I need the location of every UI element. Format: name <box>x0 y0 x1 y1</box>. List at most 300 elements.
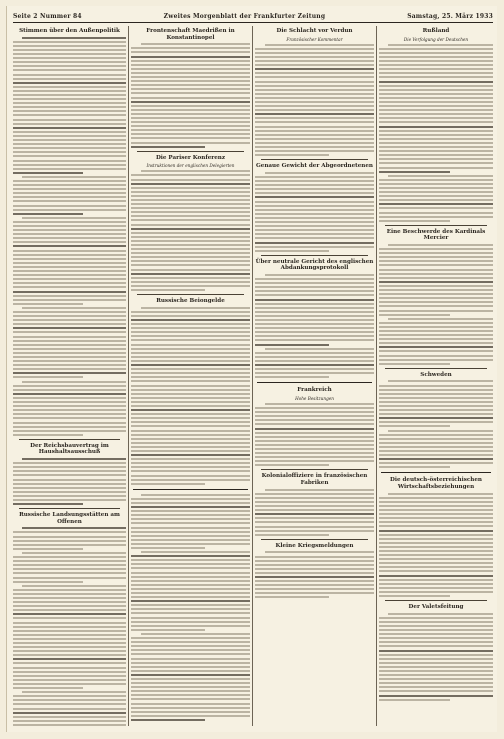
text-line <box>13 483 126 485</box>
text-line <box>379 334 493 336</box>
text-line <box>255 356 374 358</box>
text-line <box>131 694 250 696</box>
text-line <box>379 76 493 78</box>
text-line <box>265 551 374 553</box>
text-line <box>13 667 126 669</box>
text-line <box>13 282 126 284</box>
text-line <box>379 89 493 91</box>
text-line <box>13 164 126 166</box>
text-line <box>13 626 126 628</box>
text-line <box>131 662 250 664</box>
text-line <box>255 142 374 144</box>
text-line <box>131 203 250 205</box>
text-line <box>379 130 493 132</box>
text-line <box>13 560 126 562</box>
text-line <box>13 609 126 611</box>
text-line <box>131 56 250 58</box>
text-line <box>13 536 126 538</box>
text-line <box>131 446 250 448</box>
text-line <box>131 438 250 440</box>
text-line <box>131 277 250 279</box>
text-line <box>379 670 493 672</box>
text-line <box>379 171 450 173</box>
article-divider <box>385 368 487 369</box>
article-divider <box>385 225 487 226</box>
text-line <box>379 690 493 692</box>
text-line <box>379 633 493 635</box>
text-line <box>255 311 374 313</box>
text-line <box>379 446 493 448</box>
text-line <box>13 417 126 419</box>
text-line <box>379 183 493 185</box>
paragraph <box>13 458 126 505</box>
text-line <box>255 432 374 434</box>
text-line <box>255 460 374 462</box>
text-line <box>13 426 126 428</box>
text-line <box>131 666 250 668</box>
text-line <box>131 344 250 346</box>
text-line <box>379 289 493 291</box>
text-line <box>131 539 250 541</box>
text-line <box>13 422 126 424</box>
text-line <box>255 436 374 438</box>
text-line <box>255 113 374 115</box>
text-line <box>255 121 374 123</box>
text-line <box>255 294 374 296</box>
text-line <box>131 678 250 680</box>
text-line <box>13 151 126 153</box>
text-line <box>388 44 493 46</box>
text-line <box>379 64 493 66</box>
text-line <box>379 154 493 156</box>
text-line <box>13 69 126 71</box>
text-line <box>255 364 374 366</box>
text-line <box>379 517 493 519</box>
text-line <box>13 642 126 644</box>
text-line <box>379 466 450 468</box>
text-line <box>13 393 126 395</box>
text-line <box>379 48 493 50</box>
text-line <box>379 199 493 201</box>
text-line <box>13 110 126 112</box>
text-line <box>131 323 250 325</box>
text-line <box>22 307 126 309</box>
text-line <box>255 64 374 66</box>
text-line <box>255 221 374 223</box>
text-line <box>379 305 493 307</box>
text-line <box>13 225 126 227</box>
text-line <box>13 352 126 354</box>
text-line <box>255 76 374 78</box>
text-line <box>131 470 250 472</box>
text-line <box>379 497 493 499</box>
text-line <box>379 538 493 540</box>
text-line <box>131 563 250 565</box>
text-line <box>379 575 493 577</box>
text-line <box>131 658 250 660</box>
text-line <box>13 601 126 603</box>
text-line <box>13 434 83 436</box>
text-line <box>379 142 493 144</box>
text-line <box>131 339 250 341</box>
article-divider <box>137 151 244 152</box>
text-line <box>131 248 250 250</box>
text-line <box>379 363 450 365</box>
text-line <box>379 126 493 128</box>
text-line <box>131 612 250 614</box>
text-line <box>379 438 493 440</box>
text-line <box>379 264 493 266</box>
article-subhead: Die Verfolgung der Deutschen <box>403 36 469 42</box>
paragraph <box>379 44 493 173</box>
text-line <box>131 179 250 181</box>
article-divider <box>137 294 244 295</box>
text-line <box>131 129 250 131</box>
paragraph <box>131 170 250 291</box>
text-line <box>131 421 250 423</box>
text-line <box>379 534 493 536</box>
text-line <box>13 274 126 276</box>
text-line <box>13 572 126 574</box>
text-line <box>13 229 126 231</box>
text-line <box>255 464 329 466</box>
text-line <box>379 587 493 589</box>
text-line <box>379 682 493 684</box>
text-line <box>255 196 374 198</box>
text-line <box>379 346 493 348</box>
text-line <box>13 291 126 293</box>
text-line <box>255 560 374 562</box>
text-line <box>255 290 374 292</box>
text-line <box>379 501 493 503</box>
paragraph <box>255 403 374 466</box>
text-line <box>13 654 126 656</box>
text-line <box>379 417 493 419</box>
text-line <box>131 442 250 444</box>
text-line <box>13 577 126 579</box>
text-line <box>131 51 250 53</box>
text-line <box>255 368 374 370</box>
text-line <box>141 633 250 635</box>
text-line <box>255 509 374 511</box>
text-line <box>13 679 126 681</box>
text-line <box>255 576 374 578</box>
text-line <box>255 344 329 346</box>
text-line <box>379 113 493 115</box>
text-line <box>379 625 493 627</box>
text-line <box>255 209 374 211</box>
paragraph <box>379 430 493 469</box>
text-line <box>13 658 126 660</box>
text-line <box>131 47 250 49</box>
text-line <box>255 205 374 207</box>
text-line <box>13 188 126 190</box>
text-line <box>141 170 250 172</box>
text-line <box>255 72 374 74</box>
text-line <box>131 707 250 709</box>
text-line <box>379 248 493 250</box>
text-line <box>131 76 250 78</box>
text-line <box>13 205 126 207</box>
article-headline: Der Valetsfeitung <box>408 604 464 610</box>
text-line <box>131 719 205 721</box>
text-line <box>13 192 126 194</box>
text-line <box>131 273 250 275</box>
text-line <box>131 125 250 127</box>
text-line <box>131 187 250 189</box>
text-line <box>131 256 250 258</box>
text-line <box>379 595 450 597</box>
text-line <box>255 315 374 317</box>
text-line <box>379 187 493 189</box>
text-line <box>13 376 83 378</box>
text-line <box>13 41 126 43</box>
text-line <box>22 691 126 693</box>
text-line <box>13 687 83 689</box>
text-line <box>255 85 374 87</box>
text-line <box>13 491 126 493</box>
article-divider <box>19 439 120 440</box>
text-line <box>255 352 374 354</box>
text-line <box>379 695 493 697</box>
text-line <box>131 281 250 283</box>
text-line <box>379 558 493 560</box>
text-line <box>379 505 493 507</box>
header-date: Samstag, 25. März 1933 <box>407 12 493 20</box>
text-line <box>265 348 374 350</box>
text-line <box>379 458 493 460</box>
text-line <box>13 94 126 96</box>
text-line <box>255 286 374 288</box>
text-line <box>131 559 250 561</box>
text-line <box>131 649 250 651</box>
text-line <box>131 385 250 387</box>
text-line <box>379 409 493 411</box>
paragraph <box>13 217 126 305</box>
text-line <box>255 568 374 570</box>
text-line <box>13 245 126 247</box>
text-line <box>13 61 126 63</box>
text-line <box>13 389 126 391</box>
text-line <box>131 327 250 329</box>
text-line <box>131 434 250 436</box>
text-line <box>255 217 374 219</box>
text-line <box>255 150 374 152</box>
text-line <box>131 101 250 103</box>
text-line <box>13 114 126 116</box>
text-line <box>13 720 126 722</box>
text-line <box>13 200 126 202</box>
text-line <box>131 576 250 578</box>
text-line <box>379 546 493 548</box>
paragraph <box>255 44 374 157</box>
text-line <box>255 530 374 532</box>
text-line <box>379 434 493 436</box>
text-line <box>255 564 374 566</box>
text-line <box>379 342 493 344</box>
text-line <box>379 421 493 423</box>
paragraph <box>379 380 493 427</box>
text-line <box>13 311 126 313</box>
text-line <box>13 327 126 329</box>
text-line <box>131 211 250 213</box>
text-line <box>13 495 126 497</box>
text-line <box>131 364 250 366</box>
text-line <box>13 250 126 252</box>
text-line <box>131 92 250 94</box>
text-line <box>13 57 126 59</box>
text-line <box>379 285 493 287</box>
text-line <box>255 501 374 503</box>
text-line <box>131 450 250 452</box>
text-line <box>131 483 205 485</box>
text-line <box>131 535 250 537</box>
text-line <box>379 146 493 148</box>
text-line <box>379 85 493 87</box>
text-line <box>379 293 493 295</box>
text-line <box>255 415 374 417</box>
text-line <box>255 138 374 140</box>
text-line <box>131 617 250 619</box>
text-line <box>13 466 126 468</box>
text-line <box>131 686 250 688</box>
text-line <box>131 319 250 321</box>
text-line <box>141 43 250 45</box>
text-line <box>255 423 374 425</box>
text-line <box>379 530 493 532</box>
text-line <box>13 385 126 387</box>
text-line <box>131 547 205 549</box>
text-line <box>13 556 126 558</box>
paragraph <box>379 175 493 222</box>
article-headline: Rußland <box>422 28 450 34</box>
text-line <box>379 297 493 299</box>
text-line <box>13 360 126 362</box>
text-line <box>131 572 250 574</box>
text-line <box>255 68 374 70</box>
text-line <box>13 266 126 268</box>
text-line <box>379 662 493 664</box>
text-line <box>13 646 126 648</box>
text-line <box>13 331 126 333</box>
text-line <box>379 674 493 676</box>
text-line <box>131 389 250 391</box>
paragraph <box>255 489 374 536</box>
text-line <box>13 155 126 157</box>
text-line <box>13 160 126 162</box>
paragraph <box>13 381 126 436</box>
text-line <box>255 242 374 244</box>
text-line <box>255 584 374 586</box>
text-line <box>379 579 493 581</box>
text-line <box>131 715 250 717</box>
paragraph <box>131 43 250 147</box>
text-line <box>255 201 374 203</box>
text-line <box>13 119 126 121</box>
text-line <box>13 82 126 84</box>
article-headline: Russische Beiongelde <box>156 298 225 305</box>
text-line <box>379 385 493 387</box>
text-line <box>13 372 126 374</box>
text-line <box>131 174 250 176</box>
text-line <box>379 650 493 652</box>
text-line <box>131 653 250 655</box>
text-line <box>131 228 250 230</box>
article-divider <box>257 382 372 383</box>
column-2 <box>129 26 253 726</box>
text-line <box>131 682 250 684</box>
text-line <box>265 44 374 46</box>
text-line <box>13 295 126 297</box>
text-line <box>131 600 250 602</box>
text-line <box>379 68 493 70</box>
text-line <box>265 172 374 174</box>
text-line <box>13 86 126 88</box>
paragraph <box>13 552 126 583</box>
text-line <box>379 158 493 160</box>
text-line <box>131 670 250 672</box>
article-headline: Die deutsch-österreichischen Wirtschaftsbeziehungen <box>390 477 482 490</box>
text-line <box>13 630 126 632</box>
text-line <box>379 699 450 701</box>
text-line <box>255 526 374 528</box>
text-line <box>13 196 126 198</box>
text-line <box>141 307 250 309</box>
article-divider <box>133 489 248 490</box>
text-line <box>379 425 450 427</box>
text-line <box>13 622 126 624</box>
article-headline: Kleine Kriegsmeldungen <box>275 542 354 549</box>
text-line <box>379 117 493 119</box>
paragraph <box>13 37 126 174</box>
header-page-number: Seite 2 Nummer 84 <box>13 12 82 20</box>
text-line <box>255 307 374 309</box>
text-line <box>255 237 374 239</box>
text-line <box>379 521 493 523</box>
text-line <box>141 494 250 496</box>
text-line <box>255 319 374 321</box>
text-line <box>379 570 493 572</box>
paragraph <box>255 551 374 598</box>
text-line <box>131 527 250 529</box>
text-line <box>255 250 329 252</box>
text-line <box>379 450 493 452</box>
text-line <box>255 154 329 156</box>
text-line <box>131 133 250 135</box>
text-line <box>131 109 250 111</box>
text-line <box>379 401 493 403</box>
text-line <box>379 162 493 164</box>
text-line <box>131 703 250 705</box>
article-divider <box>261 255 368 256</box>
text-line <box>131 121 250 123</box>
text-line <box>131 68 250 70</box>
text-line <box>13 638 126 640</box>
text-line <box>13 143 126 145</box>
text-line <box>131 462 250 464</box>
text-line <box>13 65 126 67</box>
text-line <box>131 191 250 193</box>
text-line <box>379 359 493 361</box>
text-line <box>13 315 126 317</box>
text-line <box>13 593 126 595</box>
article-subhead: Hohe Besitzungen <box>295 395 334 401</box>
text-line <box>255 192 374 194</box>
text-line <box>379 621 493 623</box>
text-line <box>379 645 493 647</box>
text-line <box>131 641 250 643</box>
text-line <box>131 506 250 508</box>
